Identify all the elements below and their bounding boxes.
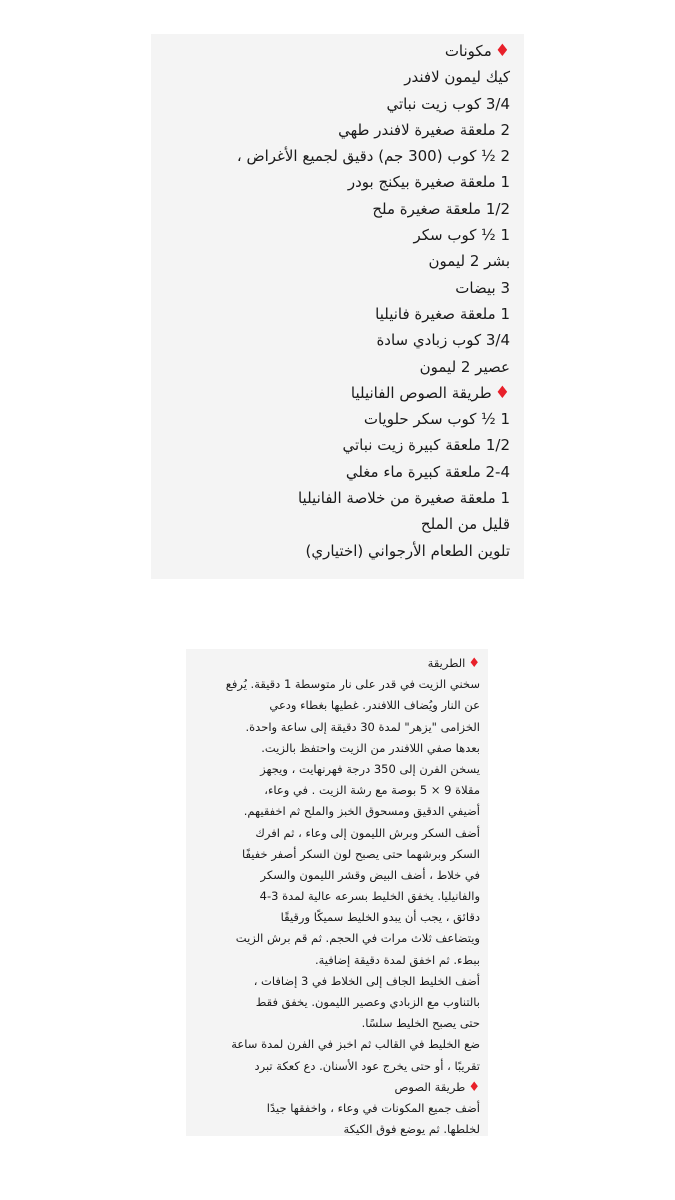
sauce-method-heading: ♦طريقة الصوص xyxy=(190,1077,480,1098)
ingredient-item: كيك ليمون لافندر xyxy=(404,68,510,87)
method-line: في خلاط ، أضف البيض وقشر الليمون والسكر xyxy=(260,867,480,882)
method-line: ويتضاعف ثلاث مرات في الحجم. ثم قم برش الزيت xyxy=(235,931,480,946)
method-line: عن النار ويُضاف اللافندر. غطيها بغطاء ودعي xyxy=(269,698,480,713)
ingredient-item: 1/2 ملعقة صغيرة ملح xyxy=(372,199,510,218)
sauce-item: 1 ½ كوب سكر حلويات xyxy=(363,410,510,429)
ingredient-item: 1 ملعقة صغيرة بيكنج بودر xyxy=(347,173,510,192)
ingredient-item: 1 ملعقة صغيرة فانيليا xyxy=(375,304,510,323)
method-line: دقائق ، يجب أن يبدو الخليط سميكًا ورقيقًا xyxy=(280,910,480,925)
method-line: الخزامى "يزهر" لمدة 30 دقيقة إلى ساعة واحدة. xyxy=(245,719,480,734)
method-line: يسخن الفرن إلى 350 درجة فهرنهايت ، ويجهز xyxy=(260,761,480,776)
ingredient-item: بشر 2 ليمون xyxy=(428,252,510,271)
method-line: ببطء. ثم اخفق لمدة دقيقة إضافية. xyxy=(314,952,480,967)
ingredients-lines xyxy=(155,38,510,564)
method-line: بعدها صفي اللافندر من الزيت واحتفظ بالزيت. xyxy=(261,740,480,755)
sauce-item: قليل من الملح xyxy=(420,515,510,534)
red-diamond-icon: ♦ xyxy=(468,656,480,671)
method-line: بالتناوب مع الزبادي وعصير الليمون. يخفق فقط xyxy=(255,995,480,1009)
method-line: السكر وبرشهما حتى يصبح لون السكر أصفر خفيفًا xyxy=(241,846,480,861)
ingredient-item: 3/4 كوب زيت نباتي xyxy=(386,94,510,113)
method-line: حتى يصبح الخليط سلسًا. xyxy=(361,1016,480,1031)
method-heading: ♦الطريقة xyxy=(190,653,480,674)
sauce-item: تلوين الطعام الأرجواني (اختياري) xyxy=(305,541,510,560)
method-line: ضع الخليط في القالب ثم اخبز في الفرن لمدة ساعة xyxy=(231,1037,480,1052)
ingredient-item: 2 ملعقة صغيرة لافندر طهي xyxy=(338,120,510,139)
red-diamond-icon: ♦ xyxy=(494,41,510,61)
sauce-item: 2-4 ملعقة كبيرة ماء مغلي xyxy=(345,462,510,481)
sauce-item: 1/2 ملعقة كبيرة زيت نباتي xyxy=(342,436,510,455)
ingredients-heading: ♦مكونات xyxy=(155,38,510,64)
ingredient-item: عصير 2 ليمون xyxy=(419,357,510,376)
ingredient-item: 3 بيضات xyxy=(455,278,510,297)
sauce-item: 1 ملعقة صغيرة من خلاصة الفانيليا xyxy=(297,489,510,508)
method-card xyxy=(186,649,488,1136)
method-line: تقريبًا ، أو حتى يخرج عود الأسنان. دع كعكة تبرد xyxy=(254,1058,480,1073)
method-lines xyxy=(190,653,480,1140)
method-line: أضيفي الدقيق ومسحوق الخبز والملح ثم اخفقيهم. xyxy=(243,804,480,819)
sauce-method-line: لخلطها. ثم يوضع فوق الكيكة xyxy=(343,1122,480,1137)
red-diamond-icon: ♦ xyxy=(468,1079,480,1095)
ingredients-card xyxy=(151,34,524,579)
ingredient-item: 3/4 كوب زبادي سادة xyxy=(376,331,510,350)
ingredient-item: 1 ½ كوب سكر xyxy=(413,226,510,245)
method-line: أضف السكر وبرش الليمون إلى وعاء ، ثم افرك xyxy=(255,825,480,840)
method-line: أضف الخليط الجاف إلى الخلاط في 3 إضافات ، xyxy=(253,973,480,988)
sauce-heading: ♦طريقة الصوص الفانيليا xyxy=(155,380,510,406)
sauce-method-line: أضف جميع المكونات في وعاء ، واخفقها جيدًا xyxy=(266,1100,480,1115)
red-diamond-icon: ♦ xyxy=(494,382,510,403)
method-line: سخني الزيت في قدر على نار متوسطة 1 دقيقة. يُرفع xyxy=(225,677,480,692)
ingredient-item: 2 ½ كوب (300 جم) دقيق لجميع الأغراض ، xyxy=(236,147,510,166)
method-line: مقلاة 9 × 5 بوصة مع رشة الزيت . في وعاء، xyxy=(264,783,480,798)
method-line: والفانيليا. يخفق الخليط بسرعه عالية لمدة 3-4 xyxy=(259,889,480,904)
